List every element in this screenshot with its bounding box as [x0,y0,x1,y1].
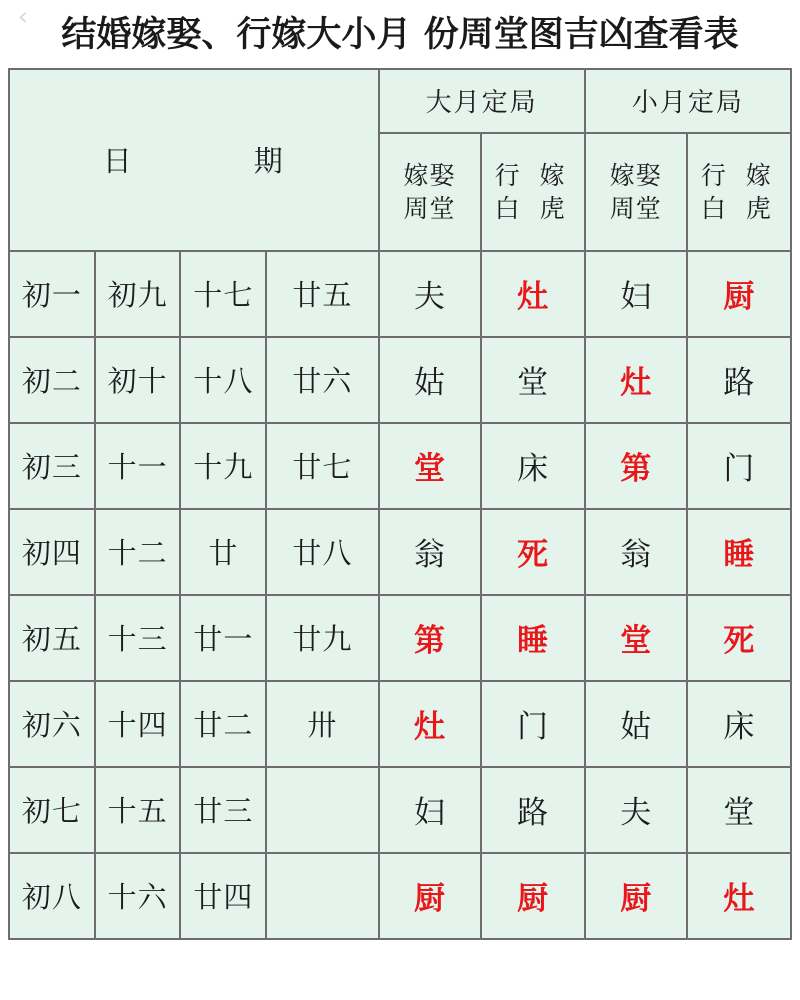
table-row [9,681,791,767]
value-cell: 厨 [481,853,585,939]
value-cell: 死 [687,595,791,681]
day-cell: 廿九 [266,595,378,681]
subheader-line2: 白 虎 [700,193,777,223]
day-cell: 初十 [95,337,181,423]
table-head [9,69,791,251]
value-cell: 路 [481,767,585,853]
subheader-line2: 白 虎 [494,193,571,223]
date-header-right: 期 [253,144,285,179]
value-cell: 灶 [687,853,791,939]
day-cell: 卅 [266,681,378,767]
value-cell: 翁 [379,509,481,595]
value-cell: 门 [687,423,791,509]
value-cell: 妇 [379,767,481,853]
day-cell: 十六 [95,853,181,939]
day-cell: 廿二 [180,681,266,767]
value-cell: 睡 [481,595,585,681]
day-cell-empty [266,853,378,939]
group-header-big-month: 大月定局 [379,69,585,133]
zhou-tang-table [8,68,792,940]
day-cell: 廿三 [180,767,266,853]
table-row [9,853,791,939]
subheader-small-xingjia-baihu [687,133,791,251]
value-cell: 厨 [585,853,687,939]
day-cell: 十四 [95,681,181,767]
day-cell: 初五 [9,595,95,681]
date-header-cell [9,69,379,251]
subheader-line1: 嫁娶 [609,160,662,190]
day-cell: 十九 [180,423,266,509]
day-cell: 初三 [9,423,95,509]
value-cell: 厨 [687,251,791,337]
day-cell-empty [266,767,378,853]
value-cell: 灶 [585,337,687,423]
table-body [9,251,791,939]
table-row [9,251,791,337]
value-cell: 床 [481,423,585,509]
value-cell: 门 [481,681,585,767]
day-cell: 初九 [95,251,181,337]
day-cell: 十八 [180,337,266,423]
day-cell: 十七 [180,251,266,337]
day-cell: 廿一 [180,595,266,681]
value-cell: 堂 [481,337,585,423]
table-row [9,337,791,423]
day-cell: 廿 [180,509,266,595]
date-header-left: 日 [102,144,134,179]
day-cell: 廿四 [180,853,266,939]
day-cell: 廿六 [266,337,378,423]
day-cell: 廿七 [266,423,378,509]
day-cell: 初一 [9,251,95,337]
value-cell: 厨 [379,853,481,939]
value-cell: 堂 [379,423,481,509]
subheader-line2: 周堂 [609,193,662,223]
page-title: 结婚嫁娶、行嫁大小月 份周堂图吉凶查看表 [61,15,739,55]
subheader-big-xingjia-baihu [481,133,585,251]
table-row [9,767,791,853]
value-cell: 死 [481,509,585,595]
value-cell: 翁 [585,509,687,595]
value-cell: 夫 [585,767,687,853]
table-row [9,509,791,595]
day-cell: 十三 [95,595,181,681]
table-row [9,423,791,509]
value-cell: 夫 [379,251,481,337]
day-cell: 初六 [9,681,95,767]
day-cell: 初七 [9,767,95,853]
table-container [0,68,800,940]
day-cell: 十二 [95,509,181,595]
day-cell: 廿八 [266,509,378,595]
value-cell: 睡 [687,509,791,595]
value-cell: 灶 [379,681,481,767]
day-cell: 廿五 [266,251,378,337]
value-cell: 堂 [585,595,687,681]
subheader-line2: 周堂 [403,193,456,223]
value-cell: 第 [585,423,687,509]
value-cell: 堂 [687,767,791,853]
value-cell: 姑 [585,681,687,767]
header-row-groups [9,69,791,133]
day-cell: 初四 [9,509,95,595]
subheader-line1: 行 嫁 [700,160,777,190]
value-cell: 灶 [481,251,585,337]
day-cell: 初二 [9,337,95,423]
table-row [9,595,791,681]
value-cell: 路 [687,337,791,423]
value-cell: 姑 [379,337,481,423]
day-cell: 初八 [9,853,95,939]
value-cell: 第 [379,595,481,681]
day-cell: 十五 [95,767,181,853]
subheader-small-jiaqu-zhoutang [585,133,687,251]
value-cell: 妇 [585,251,687,337]
back-chevron-icon: ‹ [17,2,29,32]
subheader-big-jiaqu-zhoutang [379,133,481,251]
day-cell: 十一 [95,423,181,509]
group-header-small-month: 小月定局 [585,69,791,133]
subheader-line1: 行 嫁 [494,160,571,190]
subheader-line1: 嫁娶 [403,160,456,190]
value-cell: 床 [687,681,791,767]
